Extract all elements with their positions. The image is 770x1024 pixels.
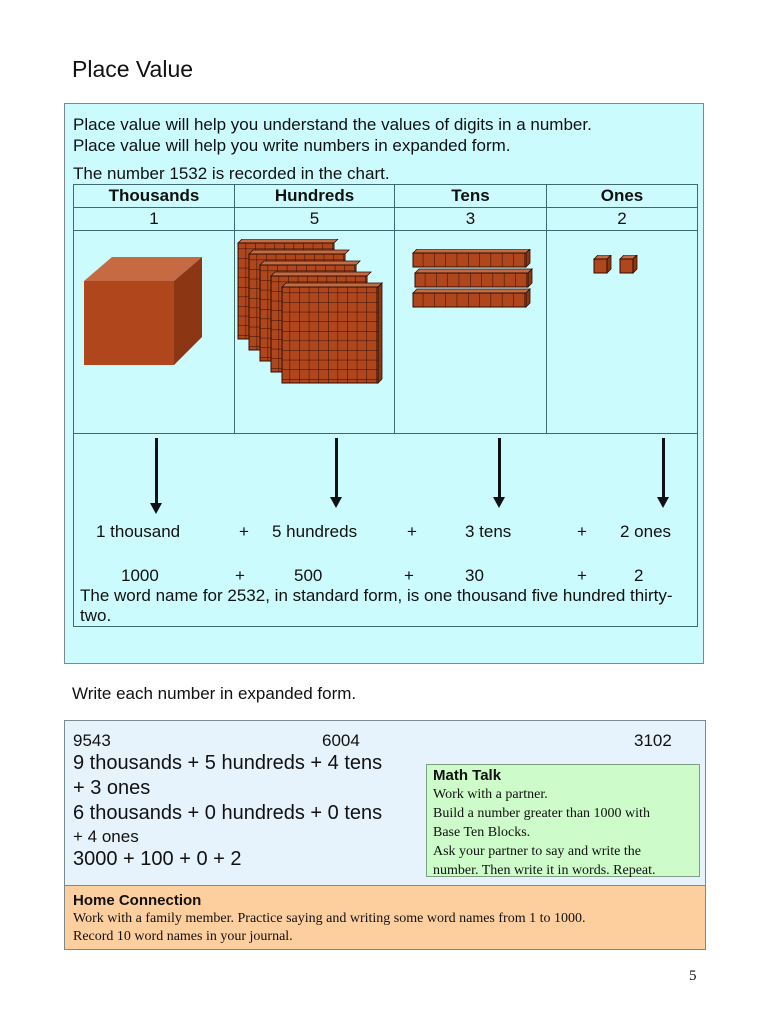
value-hundreds: 500 <box>294 566 323 585</box>
home-connection-line: Work with a family member. Practice saying and writing some word names from 1 to 1000. <box>73 911 586 926</box>
digit-thousands: 1 <box>74 208 235 230</box>
ones-blocks-cell <box>547 231 697 433</box>
expansion-thousand: 1 thousand <box>96 522 181 541</box>
arrow-down-icon <box>155 438 158 504</box>
header-thousands: Thousands <box>74 185 235 207</box>
math-talk-line: Build a number greater than 1000 with <box>433 806 650 821</box>
math-talk-line: Ask your partner to say and write the <box>433 844 641 859</box>
plus-sign: + <box>235 566 245 585</box>
home-connection-title: Home Connection <box>73 892 202 909</box>
digit-ones: 2 <box>617 209 627 228</box>
ten-rods-icon <box>412 249 537 314</box>
header-tens: Tens <box>395 185 547 207</box>
thousands-blocks-cell <box>74 231 235 433</box>
thousand-cube-icon <box>82 253 212 373</box>
math-talk-line: number. Then write it in words. Repeat. <box>433 863 656 878</box>
plus-sign: + <box>404 566 414 585</box>
arrow-down-icon <box>498 438 501 498</box>
tens-blocks-cell <box>395 231 547 433</box>
exercise-instruction: Write each number in expanded form. <box>72 684 357 703</box>
math-talk-line: Base Ten Blocks. <box>433 825 531 840</box>
math-talk-title: Math Talk <box>433 767 502 784</box>
math-talk-box <box>426 764 700 877</box>
place-value-panel <box>64 103 704 664</box>
answer-2-line-2: + 4 ones <box>73 827 139 846</box>
table-header-row <box>74 185 697 208</box>
word-name-sentence: The word name for 2532, in standard form, is one thousand five hundred thirty-two. <box>80 586 673 625</box>
expansion-hundreds: 5 hundreds <box>272 522 358 541</box>
expansion-ones: 2 ones <box>620 522 672 541</box>
header-ones: Ones <box>600 186 644 205</box>
home-connection-box <box>65 885 705 949</box>
hundreds-blocks-cell <box>235 231 395 433</box>
home-connection-line: Record 10 word names in your journal. <box>73 929 293 944</box>
value-tens: 30 <box>465 566 484 585</box>
answer-1-line-1: 9 thousands + 5 hundreds + 4 tens <box>73 752 383 774</box>
intro-line-2: Place value will help you write numbers in expanded form. <box>73 136 511 155</box>
plus-sign: + <box>577 566 587 585</box>
exercise-panel <box>64 720 706 950</box>
plus-sign: + <box>577 522 587 541</box>
page-number: 5 <box>689 968 697 984</box>
arrow-down-icon <box>335 438 338 498</box>
expansion-area <box>74 434 697 626</box>
chart-caption: The number 1532 is recorded in the chart. <box>73 164 390 183</box>
plus-sign: + <box>239 522 249 541</box>
exercise-number-1: 9543 <box>73 731 111 750</box>
digit-hundreds: 5 <box>235 208 395 230</box>
value-thousand: 1000 <box>121 566 159 585</box>
place-value-table <box>73 184 698 627</box>
table-blocks-row <box>74 231 697 434</box>
one-units-icon <box>593 255 643 280</box>
value-ones: 2 <box>634 566 644 585</box>
expansion-tens: 3 tens <box>465 522 512 541</box>
arrow-down-icon <box>662 438 665 498</box>
plus-sign: + <box>407 522 417 541</box>
digit-tens: 3 <box>395 208 547 230</box>
math-talk-line: Work with a partner. <box>433 787 548 802</box>
intro-line-1: Place value will help you understand the values of digits in a number. <box>73 115 592 134</box>
header-hundreds: Hundreds <box>235 185 395 207</box>
answer-1-line-2: + 3 ones <box>73 777 151 799</box>
exercise-number-2: 6004 <box>322 731 360 750</box>
answer-2-line-1: 6 thousands + 0 hundreds + 0 tens <box>73 802 383 824</box>
intro-text <box>73 114 693 156</box>
table-digit-row <box>74 208 697 231</box>
exercise-number-3: 3102 <box>634 731 672 750</box>
answer-3-line-1: 3000 + 100 + 0 + 2 <box>73 848 242 870</box>
page-title: Place Value <box>72 56 194 82</box>
hundred-flats-icon <box>236 239 386 389</box>
